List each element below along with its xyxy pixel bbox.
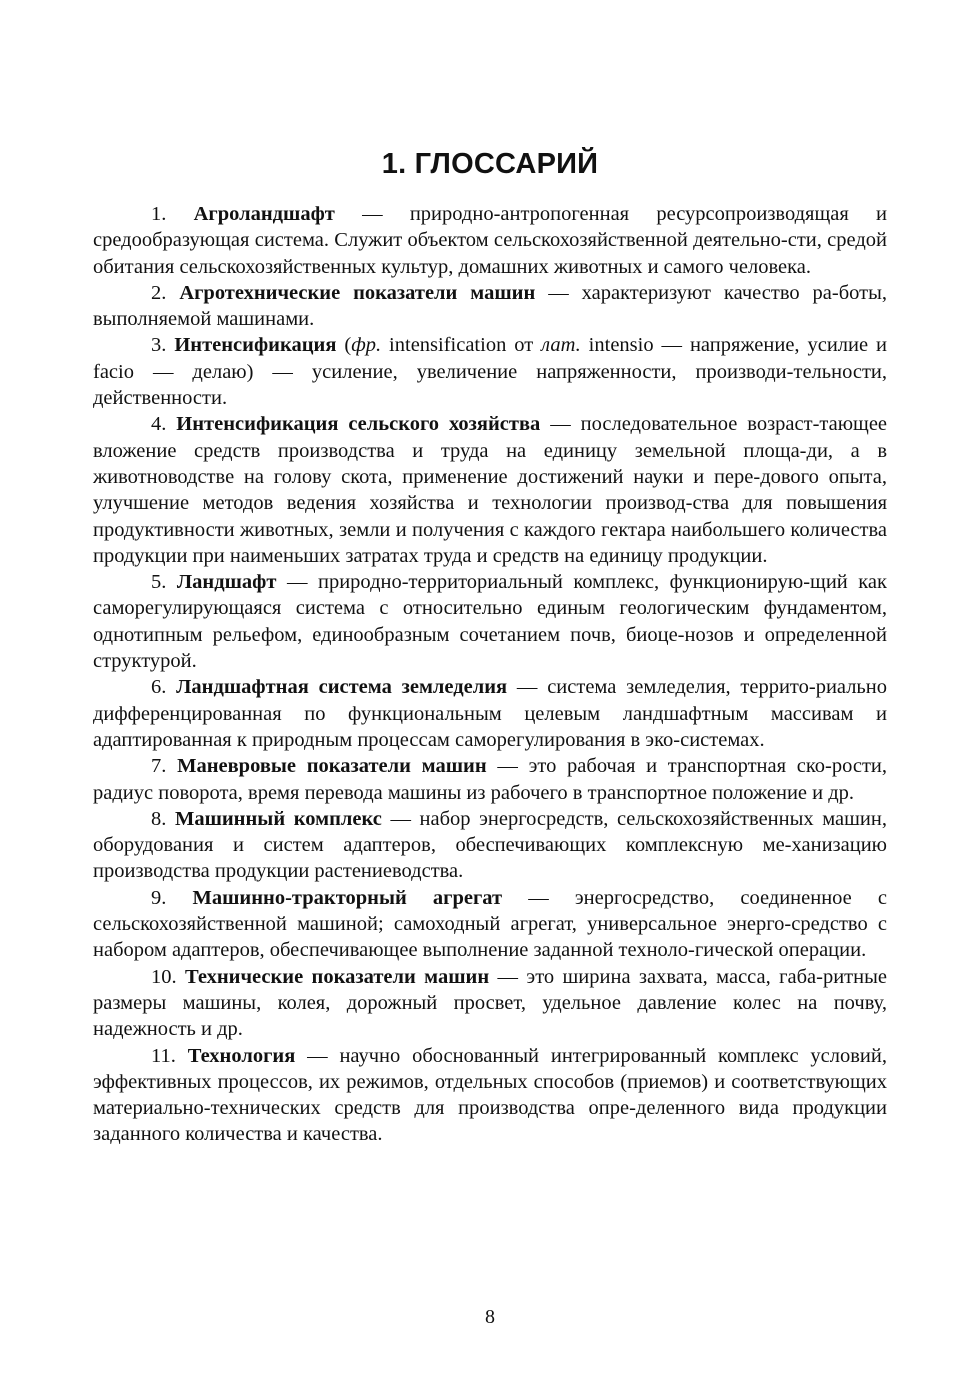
entry-number: 6.: [151, 676, 177, 699]
entry-number: 9.: [151, 886, 193, 909]
glossary-entry-4: [93, 411, 887, 569]
entry-term: Агротехнические показатели машин: [179, 281, 536, 304]
entry-term: Интенсификация сельского хозяйства: [176, 413, 541, 436]
entry-term: Ландшафт: [176, 571, 277, 594]
glossary-entry-2: [93, 280, 887, 333]
entry-definition: — энергосредство, соединенное с сельскохозяйственной машиной; самоходный агрегат, универсальное энерго-средство с набором адаптеров, обеспечивающее выполнение заданной техноло-гической операции.: [93, 886, 888, 962]
entry-italic-abbr: лат.: [541, 334, 581, 357]
entry-definition: — это рабочая и транспортная ско-рости, радиус поворота, время перевода машины из рабочего в транспортное положение и др.: [93, 755, 888, 804]
entry-number: 7.: [151, 755, 178, 778]
entry-number: 1.: [151, 203, 194, 225]
entry-number: 2.: [151, 281, 180, 304]
entry-term: Агроландшафт: [193, 203, 335, 225]
entry-italic-abbr: фр.: [351, 334, 382, 357]
document-page: [93, 0, 887, 1386]
glossary-entry-7: [93, 753, 887, 806]
entry-definition: — набор энергосредств, сельскохозяйственных машин, оборудования и систем адаптеров, обеспечивающих комплексную ме-ханизацию производства продукции растениеводства.: [93, 807, 888, 883]
entry-number: 8.: [151, 807, 175, 830]
entry-definition: — природно-антропогенная ресурсопроизводящая и средообразующая система. Служит объектом сельскохозяйственной деятельно-сти, средой обитания сельскохозяйственных культур, домашних животных и самого человека.: [93, 203, 887, 278]
entry-number: 10.: [151, 965, 185, 988]
entry-definition: — научно обоснованный интегрированный комплекс условий, эффективных процессов, их режимов, отдельных способов (приемов) и соответствующих материально-технических средств для производства опре-деленного вида продукции заданного количества и качества.: [93, 1044, 887, 1146]
entry-definition: — система земледелия, террито-риально дифференцированная по функциональным целевым ландшафтным массивам и адаптированная к природным процессам саморегулирования в эко-системах.: [93, 676, 888, 751]
entry-term: Машинный комплекс: [174, 807, 382, 830]
glossary-entry-11: [93, 1043, 887, 1148]
glossary-entry-8: [93, 806, 887, 885]
entry-term: Маневровые показатели машин: [177, 755, 487, 778]
entry-term: Технология: [187, 1044, 296, 1067]
entry-term: Интенсификация: [174, 334, 337, 357]
entry-number: 4.: [151, 413, 177, 436]
entry-number: 5.: [151, 571, 177, 594]
section-title: 1. ГЛОССАРИЙ: [381, 148, 599, 180]
glossary-entry-6: [93, 674, 887, 753]
entry-term: Ландшафтная система земледелия: [176, 676, 508, 699]
glossary-entry-3: [93, 332, 887, 411]
glossary-list: [93, 201, 887, 1148]
entry-number: 11.: [151, 1044, 188, 1067]
entry-definition: — это ширина захвата, масса, габа-ритные размеры машины, колея, дорожный просвет, удельное давление колес на почву, надежность и др.: [93, 965, 887, 1041]
glossary-entry-9: [93, 885, 887, 964]
glossary-entry-10: [93, 964, 887, 1043]
entry-definition-part: (: [336, 334, 352, 357]
glossary-entry-5: [93, 569, 887, 674]
page-number: 8: [485, 1306, 495, 1328]
entry-number: 3.: [151, 334, 175, 357]
entry-term: Машинно-тракторный агрегат: [192, 886, 503, 909]
entry-term: Технические показатели машин: [185, 965, 490, 988]
entry-definition: — характеризуют качество ра-боты, выполняемой машинами.: [93, 281, 887, 331]
entry-definition-part: intensification от: [381, 334, 542, 357]
entry-definition-part: intensio — напряжение, усилие и facio — делаю) — усиление, увеличение напряженности, производи-тельности, действенности.: [93, 334, 888, 410]
entry-definition: — природно-территориальный комплекс, функционирую-щий как саморегулирующаяся система с относительно единым геологическим фундаментом, однотипным рельефом, единообразным сочетанием почв, биоце-нозов и определенной структурой.: [93, 571, 887, 673]
glossary-entry-1: [93, 201, 887, 280]
entry-definition: — последовательное возраст-тающее вложение средств производства и труда на единицу земельной площа-ди, а в животноводстве на голову скота, применение достижений науки и пере-дового опыта, улучшение методов ведения хозяйства и технологии производ-ства для повышения продуктивности животных, земли и получения с каждого гектара наибольшего количества продукции при наименьших затратах труда и средств на единицу продукции.: [93, 413, 888, 567]
